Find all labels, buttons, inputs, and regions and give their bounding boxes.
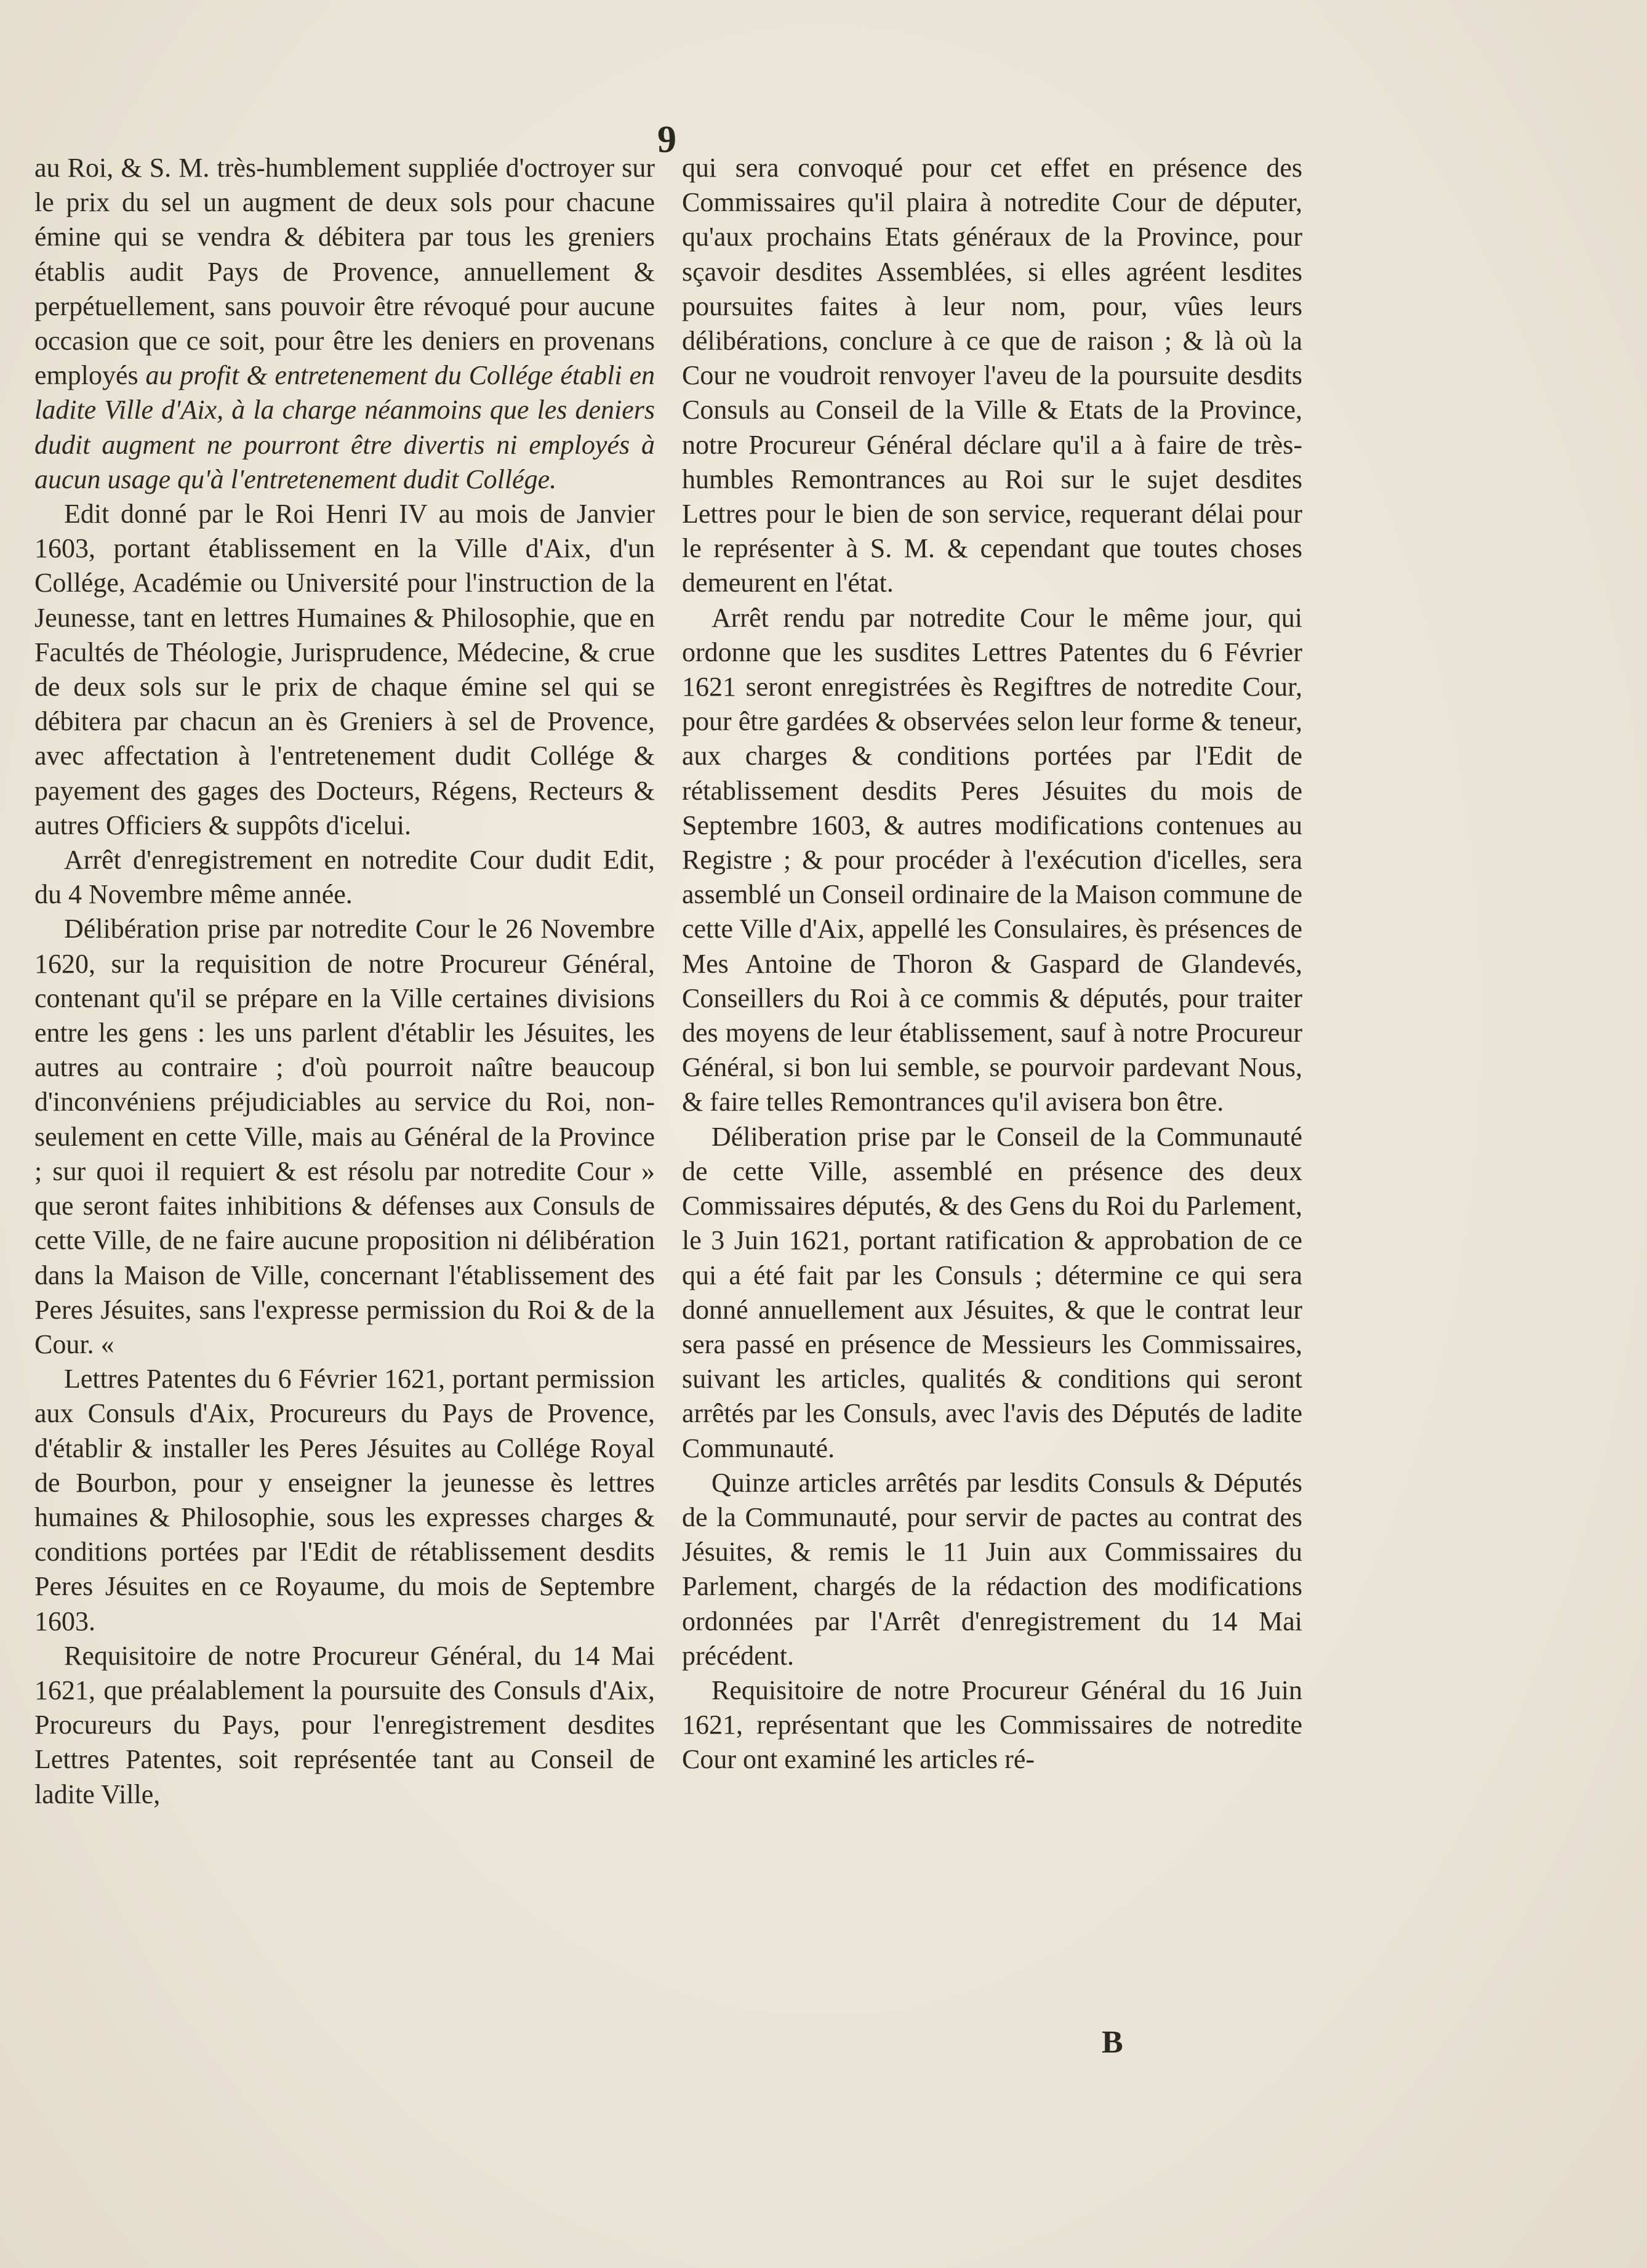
paragraph-edit-henri-iv: Edit donné par le Roi Henri IV au mois de Janvier 1603, portant établissement en la Ville d'Aix, d'un Collége, Académie ou Université pour l'instruction de la Jeunesse, tant en lettres Humaines & Philosophie, que en Facultés de Théologie, Jurisprudence, Médecine, & crue de deux sols sur le prix de chaque émine sel qui se débitera par chacun an ès Greniers à sel de Provence, avec affectation à l'entretenement dudit Collége & payement des gages des Docteurs, Régens, Recteurs & autres Officiers & suppôts d'icelui. (34, 499, 655, 840)
page-number: 9 (657, 119, 676, 161)
paragraph-continuation (34, 151, 655, 497)
paragraph-requisitoire-mai: Requisitoire de notre Procureur Général, du 14 Mai 1621, que préalablement la poursuite des Consuls d'Aix, Procureurs du Pays, pour l'enregistrement desdites Lettres Patentes, soit représentée tant au Conseil de ladite Ville, (34, 1640, 655, 1809)
paragraph-lettres-patentes: Lettres Patentes du 6 Février 1621, portant permission aux Consuls d'Aix, Procureurs du Pays de Provence, d'établir & installer les Peres Jésuites au Collége Royal de Bourbon, pour y enseigner la jeunesse ès lettres humaines & Philosophie, sous les expresses charges & conditions portées par l'Edit de rétablissement desdits Peres Jésuites en ce Royaume, du mois de Septembre 1603. (34, 1364, 655, 1636)
paragraph-continuation-right: qui sera convoqué pour cet effet en présence des Commissaires qu'il plaira à notredite Cour de députer, qu'aux prochains Etats généraux de la Province, pour sçavoir desdites Assemblées, si elles agréent lesdites poursuites faites à leur nom, pour, vûes leurs délibérations, conclure à ce que de raison ; & là où la Cour ne voudroit renvoyer l'aveu de la poursuite desdits Consuls au Conseil de la Ville & Etats de la Province, notre Procureur Général déclare qu'il a à faire de très-humbles Remontrances au Roi sur le sujet desdites Lettres pour le bien de son service, requerant délai pour le représenter à S. M. & cependant que toutes choses demeurent en l'état. (682, 153, 1302, 598)
paragraph-requisitoire-juin: Requisitoire de notre Procureur Général du 16 Juin 1621, représentant que les Commissaires de notredite Cour ont examiné les articles ré- (682, 1675, 1302, 1775)
right-column (682, 151, 1302, 1777)
italic-passage: au profit & entretenement du Collége établi en ladite Ville d'Aix, à la charge néanmoins que les deniers dudit augment ne pourront être divertis ni employés à aucun usage qu'à l'entretenement dudit Collége. (34, 360, 655, 494)
paragraph-quinze-articles: Quinze articles arrêtés par lesdits Consuls & Députés de la Communauté, pour servir de pactes au contrat des Jésuites, & remis le 11 Juin aux Commissaires du Parlement, chargés de la rédaction des modifications ordonnées par l'Arrêt d'enregistrement du 14 Mai précédent. (682, 1467, 1302, 1671)
left-column (34, 151, 655, 1812)
paragraph-arret-enregistrement: Arrêt d'enregistrement en notredite Cour dudit Edit, du 4 Novembre même année. (34, 845, 655, 910)
signature-mark: B (1102, 2025, 1123, 2060)
paragraph-deliberation-conseil: Déliberation prise par le Conseil de la Communauté de cette Ville, assemblé en présence des deux Commissaires députés, & des Gens du Roi du Parlement, le 3 Juin 1621, portant ratification & approbation de ce qui a été fait par les Consuls ; détermine ce qui sera donné annuellement aux Jésuites, & que le contrat leur sera passé en présence de Messieurs les Commissaires, suivant les articles, qualités & conditions qui seront arrêtés par les Consuls, avec l'avis des Députés de ladite Communauté. (682, 1121, 1302, 1463)
paragraph-deliberation-1620: Délibération prise par notredite Cour le 26 Novembre 1620, sur la requisition de notre Procureur Général, contenant qu'il se prépare en la Ville certaines divisions entre les gens : les uns parlent d'établir les Jésuites, les autres au contraire ; d'où pourroit naître beaucoup d'inconvéniens préjudiciables au service du Roi, non-seulement en cette Ville, mais au Général de la Province ; sur quoi il requiert & est résolu par notredite Cour » que seront faites inhibitions & défenses aux Consuls de cette Ville, de ne faire aucune proposition ni délibération dans la Maison de Ville, concernant l'établissement des Peres Jésuites, sans l'expresse permission du Roi & de la Cour. « (34, 914, 655, 1359)
paragraph-text: au Roi, & S. M. très-humblement suppliée d'octroyer sur le prix du sel un augment de deux sols pour chacune émine qui se vendra & débitera par tous les greniers établis audit Pays de Provence, annuellement & perpétuellement, sans pouvoir être révoqué pour aucune occasion que ce soit, pour être les deniers en provenans employés (34, 153, 655, 391)
paragraph-arret-meme-jour: Arrêt rendu par notredite Cour le même jour, qui ordonne que les susdites Lettres Patentes du 6 Février 1621 seront enregistrées ès Regiftres de notredite Cour, pour être gardées & observées selon leur forme & teneur, aux charges & conditions portées par l'Edit de rétablissement desdits Peres Jésuites du mois de Septembre 1603, & autres modifications contenues au Registre ; & pour procéder à l'exécution d'icelles, sera assemblé un Conseil ordinaire de la Maison commune de cette Ville d'Aix, appellé les Consulaires, ès présences de Mes Antoine de Thoron & Gaspard de Glandevés, Conseillers du Roi à ce commis & députés, pour traiter des moyens de leur établissement, sauf à notre Procureur Général, si bon lui semble, se pourvoir pardevant Nous, & faire telles Remontrances qu'il avisera bon être. (682, 602, 1302, 1117)
